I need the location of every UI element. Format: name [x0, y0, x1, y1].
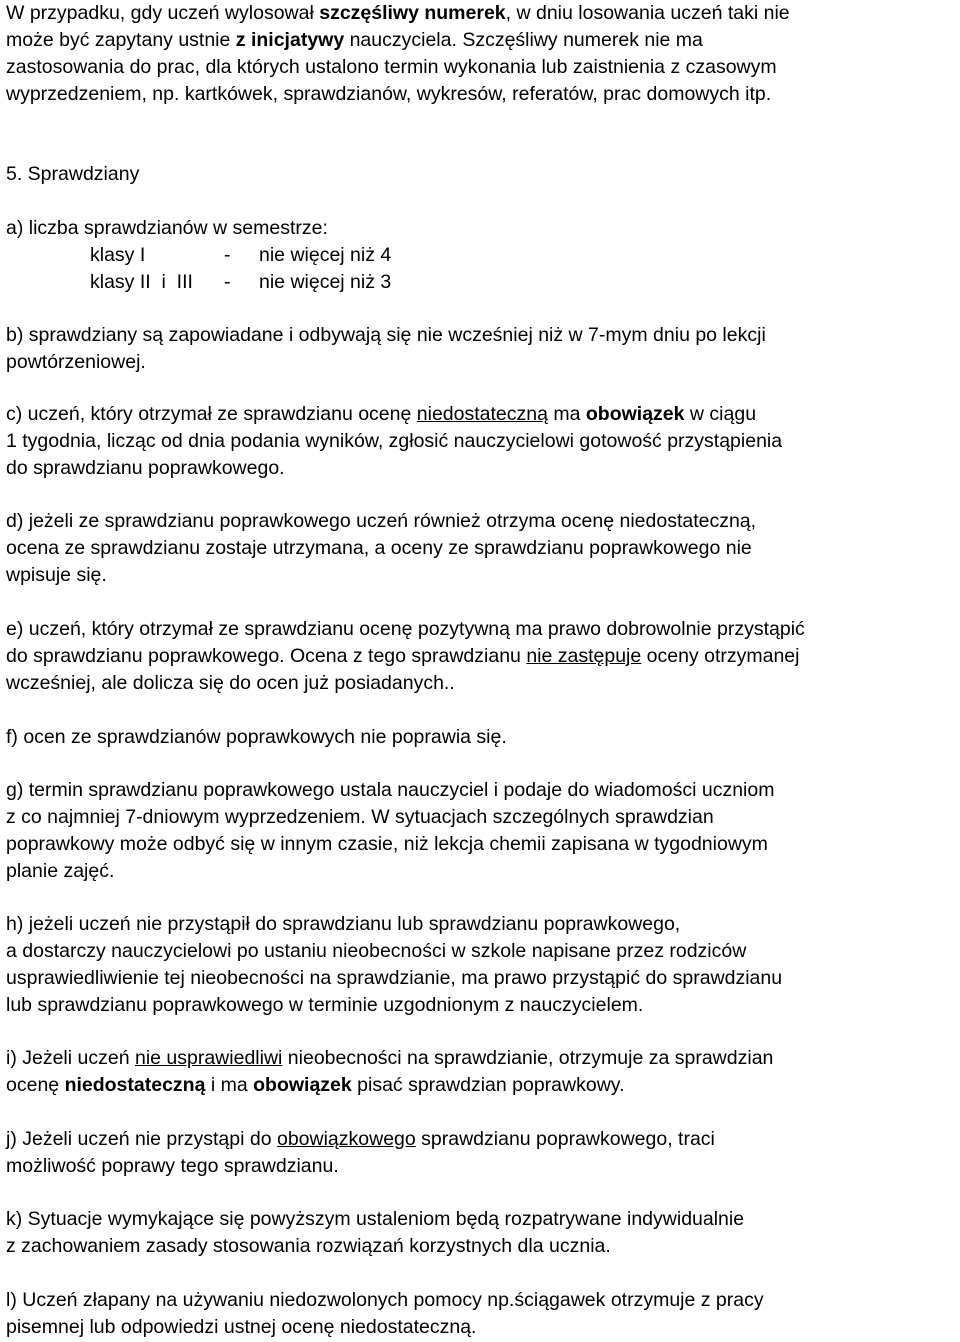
point-h-line-4: lub sprawdzianu poprawkowego w terminie uzgodnionym z nauczycielem.: [6, 994, 644, 1016]
not-excused-term: nie usprawiedliwi: [134, 1047, 283, 1069]
not-replace-term: nie zastępuje: [526, 645, 642, 667]
text: c) uczeń, który otrzymał ze sprawdzianu ocenę: [6, 403, 417, 425]
text: nieobecności na sprawdzianie, otrzymuje za sprawdzian: [282, 1047, 774, 1069]
point-a-row-1: [90, 242, 391, 269]
text: ma: [547, 403, 586, 425]
point-f-line-1: f) ocen ze sprawdzianów poprawkowych nie poprawia się.: [6, 726, 507, 748]
class-label: klasy I: [90, 244, 146, 266]
intro-text: nauczyciela. Szczęśliwy numerek nie ma: [344, 29, 703, 51]
point-e-line-1: e) uczeń, który otrzymał ze sprawdzianu ocenę pozytywną ma prawo dobrowolnie przystąpić: [6, 618, 805, 640]
point-g-line-3: poprawkowy może odbyć się w innym czasie, niż lekcja chemii zapisana w tygodniowym: [6, 833, 768, 855]
point-a-row-2: [90, 269, 391, 296]
intro-text: W przypadku, gdy uczeń wylosował: [6, 2, 320, 24]
text: i) Jeżeli uczeń: [6, 1047, 135, 1069]
point-c-line-2: 1 tygodnia, licząc od dnia podania wyników, zgłosić nauczycielowi gotowość przystąpienia: [6, 430, 783, 452]
point-e-line-2: [6, 643, 799, 670]
intro-line-4: wyprzedzeniem, np. kartkówek, sprawdzianów, wykresów, referatów, prac domowych itp.: [6, 83, 772, 105]
point-k-line-2: z zachowaniem zasady stosowania rozwiązań korzystnych dla ucznia.: [6, 1235, 611, 1257]
point-g-line-4: planie zajęć.: [6, 860, 115, 882]
point-j-line-2: możliwość poprawy tego sprawdzianu.: [6, 1155, 339, 1177]
limit-value: nie więcej niż 4: [259, 244, 392, 266]
point-c-line-1: [6, 401, 756, 428]
initiative-term: z inicjatywy: [235, 29, 345, 51]
point-g-line-2: z co najmniej 7-dniowym wyprzedzeniem. W sytuacjach szczególnych sprawdzian: [6, 806, 714, 828]
intro-text: , w dniu losowania uczeń taki nie: [505, 2, 790, 24]
point-l-line-2: pisemnej lub odpowiedzi ustnej ocenę niedostateczną.: [6, 1316, 477, 1338]
text: i ma: [205, 1074, 254, 1096]
text: sprawdzianu poprawkowego, traci: [415, 1128, 715, 1150]
text: w ciągu: [684, 403, 757, 425]
point-k-line-1: k) Sytuacje wymykające się powyższym ustaleniom będą rozpatrywane indywidualnie: [6, 1208, 745, 1230]
point-g-line-1: g) termin sprawdzianu poprawkowego ustala nauczyciel i podaje do wiadomości uczniom: [6, 779, 775, 801]
intro-text: może być zapytany ustnie: [6, 29, 236, 51]
section-heading: 5. Sprawdziany: [6, 163, 140, 185]
point-b-line-1: b) sprawdziany są zapowiadane i odbywają się nie wcześniej niż w 7-mym dniu po lekcji: [6, 324, 766, 346]
dash: -: [224, 244, 231, 266]
obligation-term: obowiązek: [585, 403, 685, 425]
point-l-line-1: l) Uczeń złapany na używaniu niedozwolonych pomocy np.ściągawek otrzymuje z pracy: [6, 1289, 764, 1311]
point-h-line-2: a dostarczy nauczycielowi po ustaniu nieobecności w szkole napisane przez rodziców: [6, 940, 747, 962]
mandatory-term: obowiązkowego: [276, 1128, 416, 1150]
point-e-line-3: wcześniej, ale dolicza się do ocen już posiadanych..: [6, 672, 455, 694]
point-d-line-3: wpisuje się.: [6, 564, 107, 586]
intro-line-3: zastosowania do prac, dla których ustalono termin wykonania lub zaistnienia z czasowym: [6, 56, 777, 78]
dash: -: [224, 271, 231, 293]
text: j) Jeżeli uczeń nie przystąpi do: [6, 1128, 277, 1150]
intro-line-1: [6, 0, 790, 27]
point-i-line-1: [6, 1045, 773, 1072]
text: pisać sprawdzian poprawkowy.: [351, 1074, 625, 1096]
text: do sprawdzianu poprawkowego. Ocena z tego sprawdzianu: [6, 645, 527, 667]
text: ocenę: [6, 1074, 65, 1096]
class-label: klasy II i III: [90, 271, 193, 293]
point-i-line-2: [6, 1072, 625, 1099]
point-h-line-1: h) jeżeli uczeń nie przystąpił do sprawdzianu lub sprawdzianu poprawkowego,: [6, 913, 681, 935]
lucky-number-term: szczęśliwy numerek: [319, 2, 506, 24]
obligation-term: obowiązek: [253, 1074, 352, 1096]
intro-line-2: [6, 27, 703, 54]
point-d-line-2: ocena ze sprawdzianu zostaje utrzymana, a oceny ze sprawdzianu poprawkowego nie: [6, 537, 752, 559]
point-a-intro: a) liczba sprawdzianów w semestrze:: [6, 217, 328, 239]
point-d-line-1: d) jeżeli ze sprawdzianu poprawkowego uczeń również otrzyma ocenę niedostateczną,: [6, 510, 757, 532]
text: oceny otrzymanej: [641, 645, 800, 667]
limit-value: nie więcej niż 3: [259, 271, 392, 293]
point-c-line-3: do sprawdzianu poprawkowego.: [6, 457, 285, 479]
point-j-line-1: [6, 1126, 715, 1153]
insufficient-grade-term: niedostateczną: [416, 403, 548, 425]
insufficient-grade-term: niedostateczną: [64, 1074, 206, 1096]
point-h-line-3: usprawiedliwienie tej nieobecności na sprawdzianie, ma prawo przystąpić do sprawdzianu: [6, 967, 783, 989]
point-b-line-2: powtórzeniowej.: [6, 351, 146, 373]
